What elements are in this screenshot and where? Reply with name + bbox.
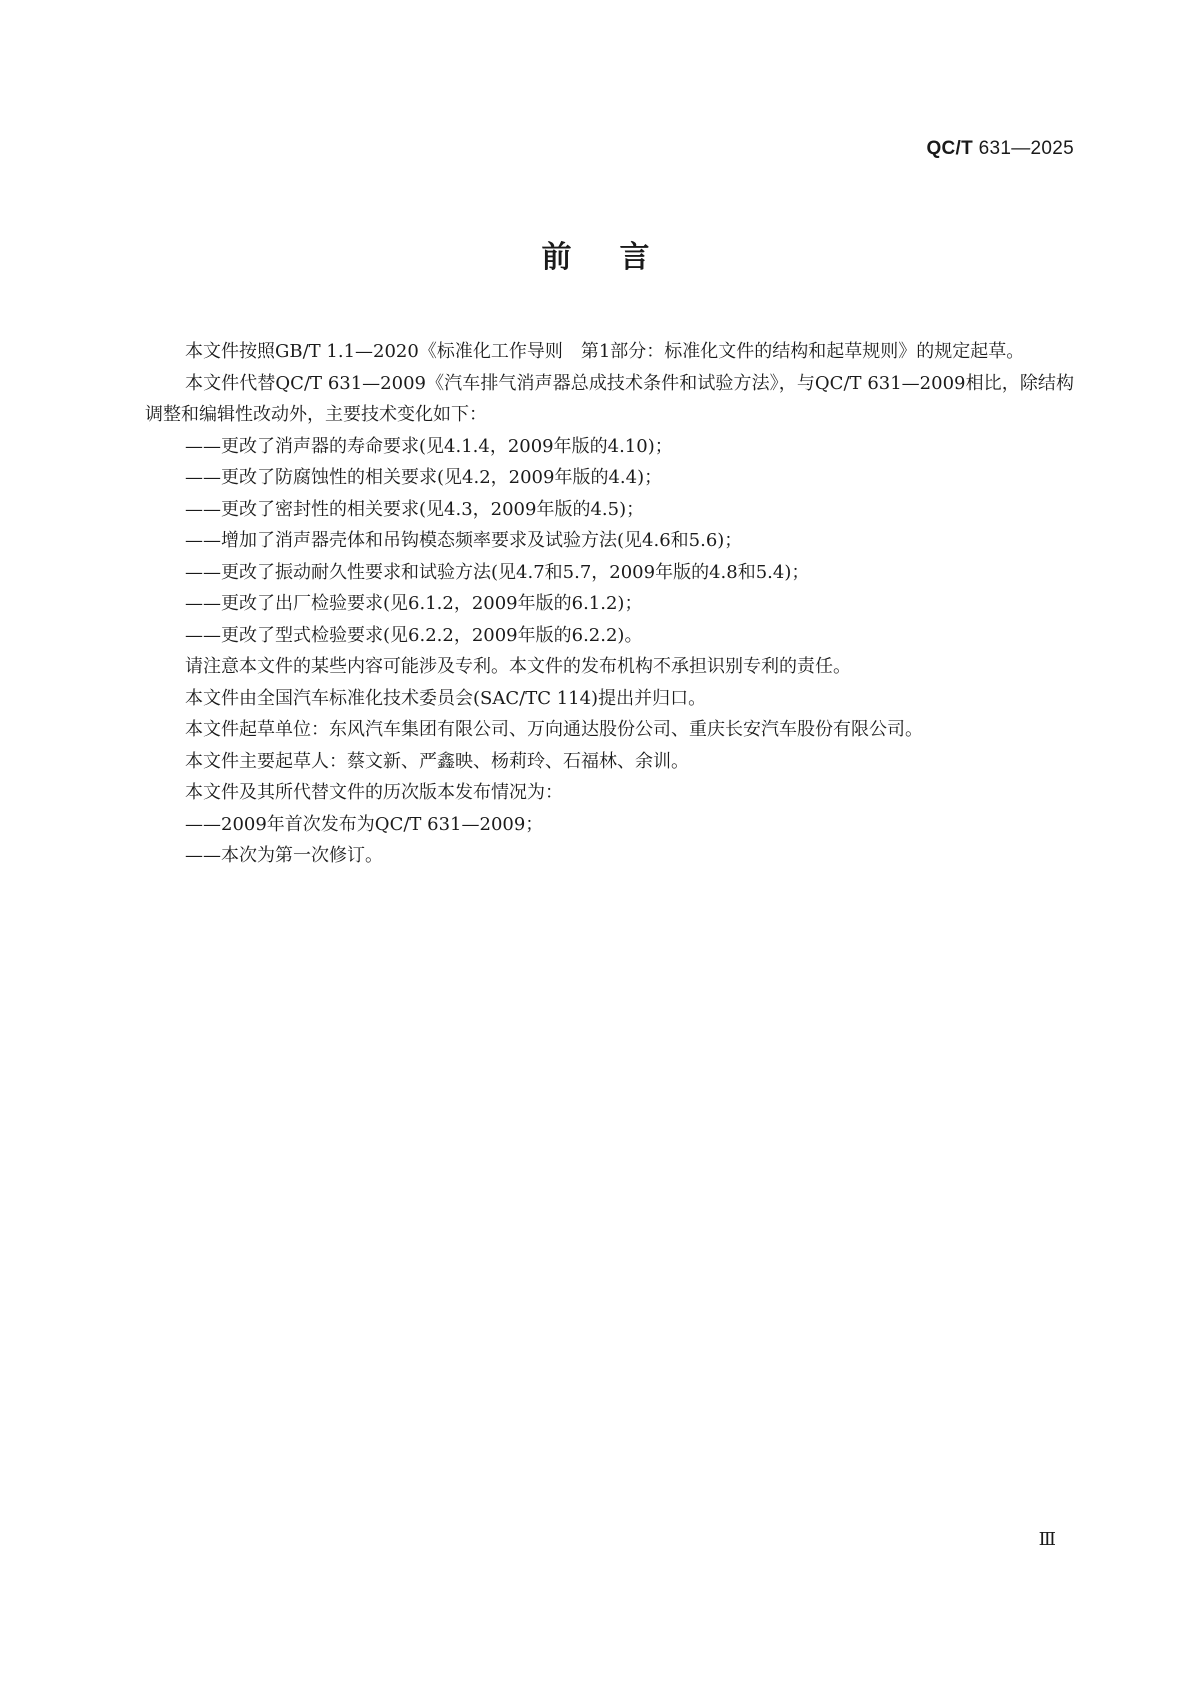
- page-number: Ⅲ: [1038, 1529, 1056, 1550]
- paragraph-proposer: 本文件由全国汽车标准化技术委员会(SAC/TC 114)提出并归口。: [185, 687, 707, 709]
- paragraph-drafting-basis: 本文件按照GB/T 1.1—2020《标准化工作导则 第1部分：标准化文件的结构和起草规则》的规定起草。: [185, 341, 1025, 362]
- standard-code-number: 631—2025: [973, 138, 1074, 159]
- standard-code-prefix: QC/T: [926, 138, 974, 159]
- paragraph-drafting-units: 本文件起草单位：东风汽车集团有限公司、万向通达股份公司、重庆长安汽车股份有限公司。: [185, 719, 923, 740]
- paragraph-replacement: 本文件代替QC/T 631—2009《汽车排气消声器总成技术条件和试验方法》，与QC/T 631—2009相比，除结构调整和编辑性改动外，主要技术变化如下：: [145, 372, 1074, 425]
- foreword-body: [145, 336, 1074, 872]
- change-item: ——更改了防腐蚀性的相关要求(见4.2，2009年版的4.4)；: [185, 467, 663, 488]
- change-item: ——更改了振动耐久性要求和试验方法(见4.7和5.7，2009年版的4.8和5.4)；: [185, 561, 810, 583]
- paragraph-drafters: 本文件主要起草人：蔡文新、严鑫映、杨莉玲、石福林、余训。: [185, 750, 689, 772]
- page-title: 前言: [541, 240, 698, 275]
- paragraph-patent-notice: 请注意本文件的某些内容可能涉及专利。本文件的发布机构不承担识别专利的责任。: [185, 656, 851, 677]
- standard-code: [926, 138, 1074, 160]
- history-item: ——本次为第一次修订。: [185, 845, 383, 866]
- history-item: ——2009年首次发布为QC/T 631—2009；: [185, 813, 544, 835]
- change-item: ——增加了消声器壳体和吊钩模态频率要求及试验方法(见4.6和5.6)；: [185, 530, 743, 551]
- change-item: ——更改了密封性的相关要求(见4.3，2009年版的4.5)；: [185, 498, 645, 520]
- change-item: ——更改了型式检验要求(见6.2.2，2009年版的6.2.2)。: [185, 624, 643, 646]
- change-item: ——更改了消声器的寿命要求(见4.1.4，2009年版的4.10)；: [185, 435, 673, 457]
- paragraph-version-history: 本文件及其所代替文件的历次版本发布情况为：: [185, 782, 563, 803]
- change-item: ——更改了出厂检验要求(见6.1.2，2009年版的6.1.2)；: [185, 593, 643, 614]
